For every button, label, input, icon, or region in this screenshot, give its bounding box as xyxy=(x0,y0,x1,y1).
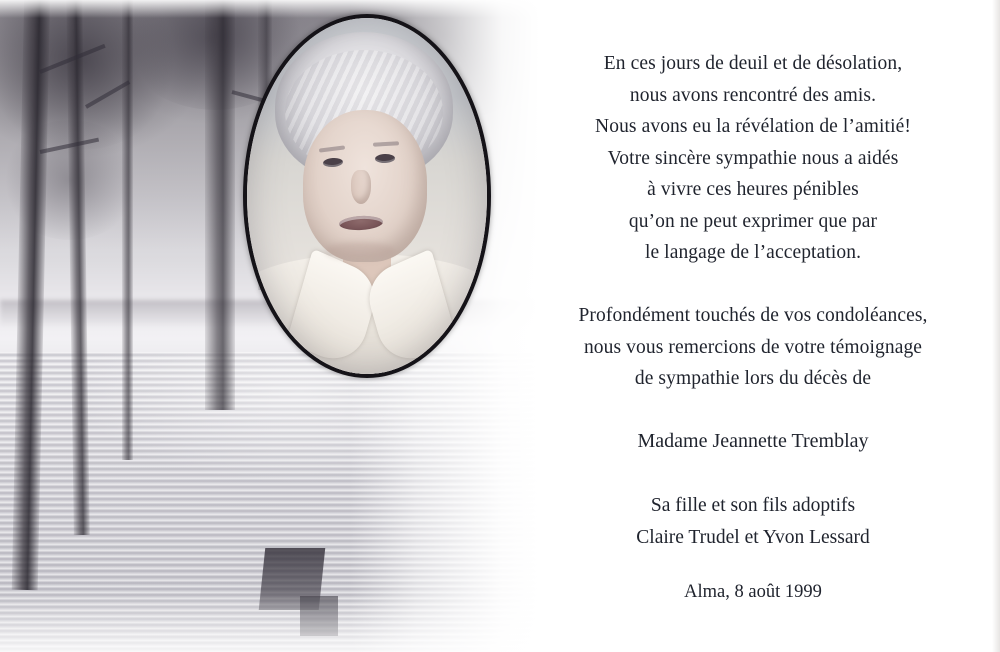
signers-names: Claire Trudel et Yvon Lessard xyxy=(636,526,870,548)
verse-line: Nous avons eu la révélation de l’amitié! xyxy=(595,116,911,138)
place-and-date: Alma, 8 août 1999 xyxy=(684,582,822,602)
portrait-oval-frame xyxy=(243,14,491,378)
deceased-name: Madame Jeannette Tremblay xyxy=(637,430,869,452)
paper-edge xyxy=(992,0,1000,652)
verse-stanza-two xyxy=(540,300,966,395)
verse-stanza-one xyxy=(540,48,966,269)
condolence-text-panel xyxy=(540,0,1000,652)
tree-trunk xyxy=(122,0,133,460)
verse-line: de sympathie lors du décès de xyxy=(634,368,872,390)
verse-line: Profondément touchés de vos condoléances, xyxy=(578,305,928,326)
portrait-vignette xyxy=(247,18,487,374)
signers-block xyxy=(540,490,966,553)
verse-line: le langage de l’acceptation. xyxy=(644,242,862,264)
verse-line: qu’on ne peut exprimer que par xyxy=(628,210,878,232)
verse-line: En ces jours de deuil et de désolation, xyxy=(603,53,903,74)
tree-trunk xyxy=(205,0,235,410)
verse-line: Votre sincère sympathie nous a aidés xyxy=(607,147,899,169)
verse-line: à vivre ces heures pénibles xyxy=(647,179,859,201)
signers-relation: Sa fille et son fils adoptifs xyxy=(650,495,856,516)
portrait-photo xyxy=(247,18,487,374)
verse-line: nous avons rencontré des amis. xyxy=(629,84,877,106)
verse-line: nous vous remercions de votre témoignage xyxy=(583,336,923,358)
